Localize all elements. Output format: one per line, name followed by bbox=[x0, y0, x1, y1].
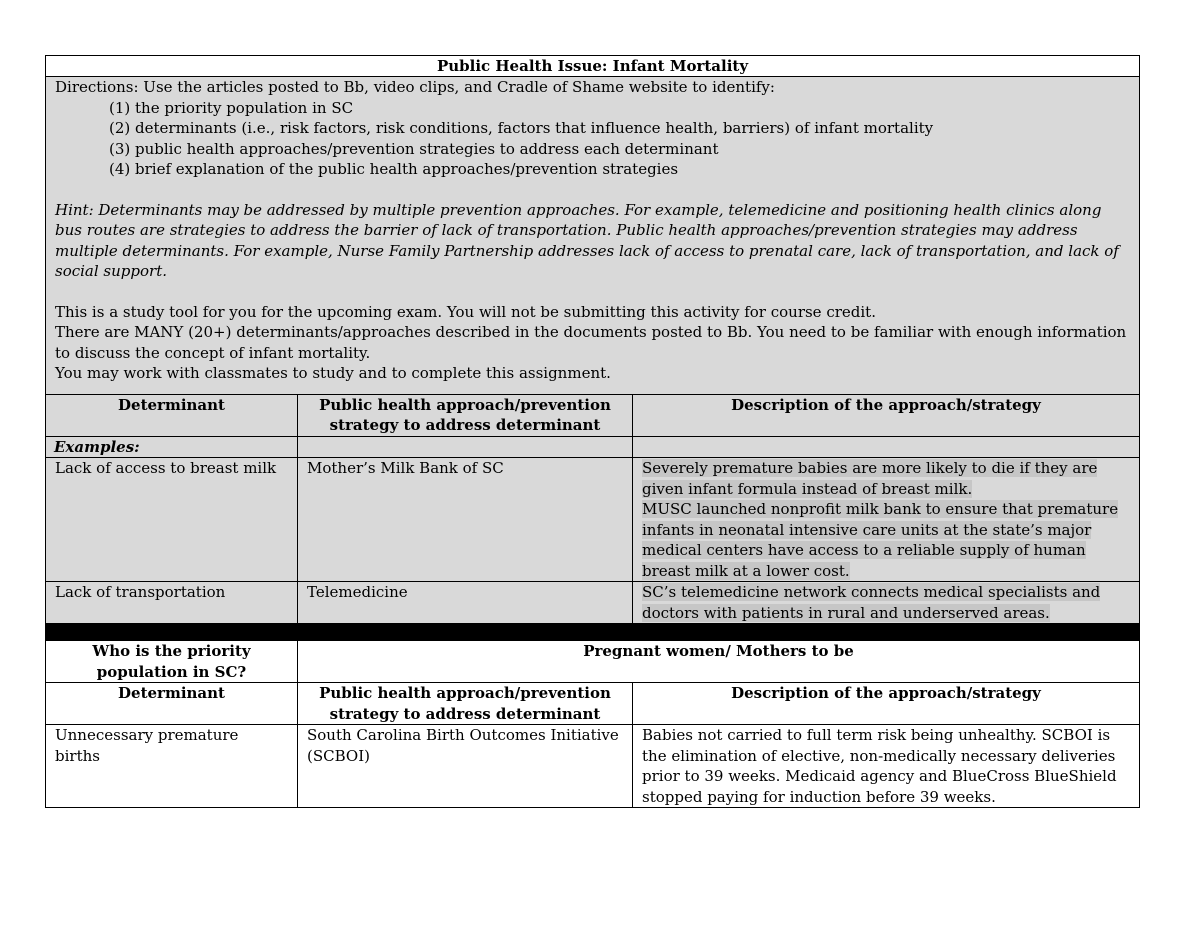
example-determinant: Lack of access to breast milk bbox=[46, 458, 298, 582]
priority-question: Who is the priority population in SC? bbox=[46, 641, 298, 683]
separator-bar bbox=[46, 624, 1140, 641]
empty-cell bbox=[298, 436, 633, 458]
example-approach: Telemedicine bbox=[298, 582, 633, 624]
example-determinant: Lack of transportation bbox=[46, 582, 298, 624]
direction-item: (2) determinants (i.e., risk factors, risk conditions, factors that influence health, barriers) of infant mortality bbox=[109, 119, 934, 137]
note-text: There are MANY (20+) determinants/approaches described in the documents posted to Bb. You need to be familiar with enough information to discuss the concept of infant mortality. bbox=[55, 323, 1127, 362]
row-description: Babies not carried to full term risk being unhealthy. SCBOI is the elimination of elective, non-medically necessary deliveries prior to 39 weeks. Medicaid agency and BlueCross BlueShield stopped paying for induction before 39 weeks. bbox=[633, 725, 1140, 808]
row-determinant: Unnecessary premature births bbox=[46, 725, 298, 808]
example-approach: Mother’s Milk Bank of SC bbox=[298, 458, 633, 582]
description-line: Severely premature babies are more likely to die if they are given infant formula instead of breast milk. bbox=[642, 459, 1098, 498]
direction-item: (1) the priority population in SC bbox=[109, 98, 354, 117]
empty-cell bbox=[633, 436, 1140, 458]
infant-mortality-worksheet bbox=[45, 55, 1140, 808]
note-text: You may work with classmates to study and to complete this assignment. bbox=[55, 364, 611, 382]
header-description: Description of the approach/strategy bbox=[633, 394, 1140, 436]
example-description bbox=[633, 458, 1140, 582]
description-line: SC’s telemedicine network connects medical specialists and doctors with patients in rural and underserved areas. bbox=[642, 583, 1101, 622]
direction-item: (4) brief explanation of the public health approaches/prevention strategies bbox=[109, 160, 679, 178]
header-approach: Public health approach/prevention strategy to address determinant bbox=[298, 394, 633, 436]
priority-answer: Pregnant women/ Mothers to be bbox=[298, 641, 1140, 683]
directions-intro: Directions: Use the articles posted to Bb, video clips, and Cradle of Shame website to identify: bbox=[55, 78, 775, 96]
direction-item: (3) public health approaches/prevention strategies to address each determinant bbox=[109, 139, 719, 158]
hint-text: Hint: Determinants may be addressed by multiple prevention approaches. For example, telemedicine and positioning health clinics along bus routes are strategies to address the barrier of lack of transportation. Public health approaches/prevention strategies may address multiple determinants. For example, Nurse Family Partnership addresses lack of access to prenatal care, lack of transportation, and lack of social support. bbox=[55, 200, 1119, 280]
header-description: Description of the approach/strategy bbox=[633, 683, 1140, 725]
header-determinant: Determinant bbox=[46, 394, 298, 436]
directions-block bbox=[46, 77, 1140, 395]
header-determinant: Determinant bbox=[46, 683, 298, 725]
header-approach: Public health approach/prevention strategy to address determinant bbox=[298, 683, 633, 725]
note-text: This is a study tool for you for the upcoming exam. You will not be submitting this activity for course credit. bbox=[55, 302, 876, 321]
example-description bbox=[633, 582, 1140, 624]
description-line: MUSC launched nonprofit milk bank to ensure that premature infants in neonatal intensive care units at the state’s major medical centers have access to a reliable supply of human breast milk at a lower cost. bbox=[642, 500, 1119, 580]
page-title: Public Health Issue: Infant Mortality bbox=[46, 56, 1140, 77]
row-approach: South Carolina Birth Outcomes Initiative (SCBOI) bbox=[298, 725, 633, 808]
examples-label: Examples: bbox=[46, 436, 298, 458]
